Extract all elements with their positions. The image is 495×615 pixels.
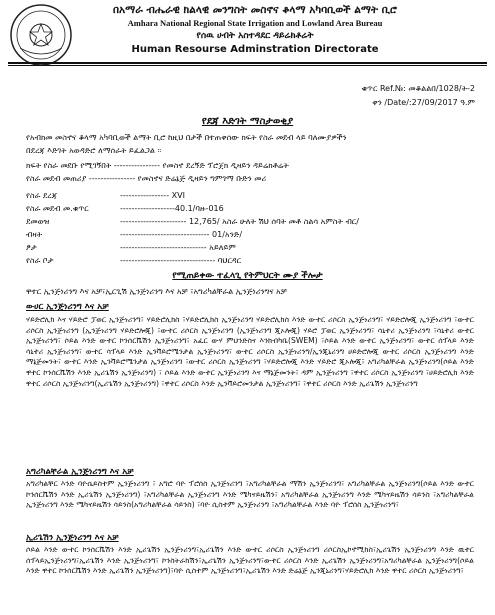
department-field: ክፍት የስራ መደቡ የሚገኝበት ---------------- የመስኖ ደረኝድ ፕሮጀክ ዲዛይን ዳይሬክቶሬት bbox=[26, 161, 289, 170]
count-label: ብዛት bbox=[26, 230, 43, 239]
grade-label: የስራ ደረጃ bbox=[26, 191, 58, 200]
letterhead-amharic-directorate: የሰዉ ሀብት አስተዳደር ዳይሬክቶሬት bbox=[196, 31, 314, 41]
section-body-water: ሃይድሮሊክ እና ሃይድሮ ፓወር ኢንጅነሪንግ፣ ሃይድሮሊክስ ፣ሃይድሮሊክስ ኢንጅነሪንግ ሃይድሮሊክስ እንድ ውተር ሪሶርስ ኢንጅነሪንግ፣ ሃይድሮሎጂ ኢንጅነሪንግ ፣ውተር ሪሶርስ ኢንጅነሪንግ (ኢንጅነሪንግ ሃይድሮሎጂ) ፣ውተር ሪሶርስ ኢንጅነሪንግ (ኢንጅነሪንግ ጂኦሎጂ) ሃይሮ ፓወር ኢንጅነሪንግ፣ ሳኒተሪ ኢንጅነሪንግ ፣ሳኒተሪ ውተር ኢንጅነሪንግ፣ ሶይል እንድ ውተር ኮንሰርቬሽን ኢንጅነሪንግ፣ አፈር ውሃ ምህንድስና እንክብካቤ(SWEM) ፣ሶይል እንድ ውተር ኢንጅነሪንግ፣ ውተር ሰፕላይ እንድ ሳኒተሪ ኢንጅነሪንግ፣ ውተር ሳፕላይ እንድ ኢንቫይሮሜንታል ኢንጅነሪንግ፣ ውተር ሪሶርስ ኢንጅነሪንግ/ኢንጂኒሪንግ ሀይድሮሎጂ ውተር ሪሶርስ ኢንጅነሪንግ እንድ ማኔጅመንት፣ ውተር እንድ ኢንቫይሮሜንታል ኢንጅነሪንግ ፣ውተር ሪሶርስ ኢንጅነሪንግ ፣ሃይድሮሎጂ እንድ ሃይድሮ ጂኦሎጂ፣ አግሪካልቸራል ኢንጅነሪንግ(ሶይል እንድ ዋተር ኮንሰርቬሽን እንድ ኢሪጌሽን ኢንጅነሪንግ) ፣ ሶይል እንድ ውተር ኢንጅነሪንግ እና ማኔጅመንት፣ ዳም ኢንጅነሪንግ ፣ዋተር ሪሶርስ ኢንጅነሪንግ ፣ሀይድሮሊክ እንድ ዋተር ሪሶርስ ኢንጅነሪንግ(ኢሪጌሽን ኢንጅነሪንግ) ፣ዋተር ሪሶርስ እንድ ኢንቫይሮመንታል ኢንጅነሪንግ፣ ፣ዋተር ሪሶርስ እንድ ኢሪጌሽን ኢንጅነሪንግ bbox=[26, 315, 474, 388]
letterhead-english-org: Amhara National Regional State Irrigation and Lowland Area Bureau bbox=[127, 18, 383, 28]
job-number-value: -------------------40.1/ባዙ-016 bbox=[120, 204, 224, 213]
section-heading-irrigation: ኢሪጌሽን ኢንጅነሪንግ እና አቻ bbox=[26, 533, 119, 543]
salary-label: ደመወዝ bbox=[26, 217, 50, 226]
job-title-field: የስራ መደብ መጠሪያ ---------------- የመስኖና ድሬኔጅ ዲዛይን ግምገማ ቡድን መሪ bbox=[26, 174, 267, 183]
requirements-intro: ዋተር ኢንጅነሪንግ እና አቻ፣ኢርጊሽ ኢንጅነሪንግ እና አቻ ፣አግሪካልቸራል ኢንጅነሪንግና አቻ bbox=[26, 287, 287, 296]
grade-value: ----------------- XVI bbox=[120, 191, 185, 200]
section-body-agricultural: አግሪካልቸር እንድ ባዮሴይስተም ኢንጅነሪንግ ፣ አግሮ ባዮ ፕሮሰስ ኢንጅነሪንግ ፣አግሪካልቸራል ማሽን ኢንጅነሪንግ፣ አግሪካልቸራል ኢንጅነሪንግ(ሶይል እንድ ውተር ኮንሰርቬሽን እንድ ኢሪጌሽን ኢንጅነሪንግ) ፣አግሪካልቸራል ኢንጅነሪንግ እንድ ሜካናይዜሽን፣ አግሪካልቸራል ኢንጅነሪንግ እንድ ሜካናይዜሽን ሳይንስ ፣አግሪካልቸራል ኢንጅነሪንግ እንድ ሜካናይዜሽን ሳይንስ(አግሪካልቸራል ሳይንስ) ፣ባዮ ሲስተም ኢንጅነሪንግ ፣አግሪካልቸራል እንድ ባዮ ፕሮሰስ ኢንጅነሪንግ፣ bbox=[26, 479, 474, 510]
count-value: ------------------------------- 01/አንድ/ bbox=[120, 230, 243, 239]
letterhead-english-directorate: Human Resourse Adminstration Directorate bbox=[131, 44, 379, 55]
letterhead-divider bbox=[8, 62, 487, 64]
document-title: የደጃ እድገት ማስታወቂያ bbox=[201, 116, 294, 127]
location-value: --------------------------------- ባህርዳር bbox=[120, 256, 242, 265]
intro-line-1: የአብክመ መስኖና ቆላማ አካባቢወች ልማት ቢሮ ከዚህ በታች በተጠቀሰው ክፍት የስራ መደብ ላይ ባለሙያዎችን bbox=[26, 133, 347, 142]
letterhead-amharic-org: በአማራ ብሔራዊ ክልላዊ መንግስት መስኖና ቆላማ አካባቢወች ልማት ቢሮ bbox=[113, 4, 397, 16]
intro-line-2: በደረጃ እድገት አወዳድሮ ለማሰራት ይፈልጋል ፡፡ bbox=[26, 146, 162, 155]
section-heading-agricultural: አግሪካልቸራል ኢንጅነሪንግ እና አቻ bbox=[26, 467, 134, 477]
bureau-emblem-icon bbox=[8, 2, 74, 68]
section-body-irrigation: ሶይል እንድ ውተር ኮንሰርቬሽን እንድ ኢሪጌሽን ኢንጅነሪንግ፣ኢሪጌሽን እንድ ውተር ሪሶርስ ኢንጅነሪንግ ሪሶርስኢኮኖሚክስ፣ኢሪጌሽን ኢንጅነሪንግ እንድ ዉተር ሰፕላይኢንጅነሪንግ፣ኢሪጌሽን እንድ ኢንጅነሪንግ፣ ኮንስትራክሽን፣ኢሪጌሽን ኢንጅነሪንግ፣ውተር ሪሶርስ እንድ ኢሪጌሽን ኢንጅነሪንግ፣አግሪካልቸራል ኢንጅነሪንግ(ሶይል እንድ ዋተር ኮንሰርቬሽን እንድ ኢሪጌሽን ኢንጅነሪንግ)፣ባዮ ሲስተም ኢንጅነሪንግ፣ኢሪጌሽን እንድ ድሬኔጅ ኢንጂኒሪንግ፣ሃይድሮሊክ እንድ ዋተር ሪሶርስ ኢንጅነሪንግ፣ bbox=[26, 545, 474, 576]
salary-value: ----------------------- 12,765/ አስራ ሁለት ሽህ ሰባት መቶ ስልሳ አምስት ብር/ bbox=[120, 217, 359, 226]
requirements-heading: የሚጠይቀው ተፈላጊ የትምህርት ሙያ ችሎታ bbox=[172, 271, 323, 281]
reference-number: ቁጥር Ref.№: መቆልልበ/1028/ት-2 bbox=[361, 84, 475, 93]
job-number-label: የስራ መደብ መ.ቁጥር bbox=[26, 204, 89, 213]
gender-label: ፆታ bbox=[26, 243, 37, 252]
letterhead-divider-thin bbox=[8, 65, 487, 66]
section-heading-water: ውሀር ኢንጅነሪንግ እና አቻ bbox=[26, 302, 109, 312]
gender-value: ------------------------------ አይለይም bbox=[120, 243, 236, 252]
location-label: የስራ ቦታ bbox=[26, 256, 54, 265]
reference-date: ቀን /Date/:27/09/2017 ዓ.ም bbox=[372, 98, 475, 107]
